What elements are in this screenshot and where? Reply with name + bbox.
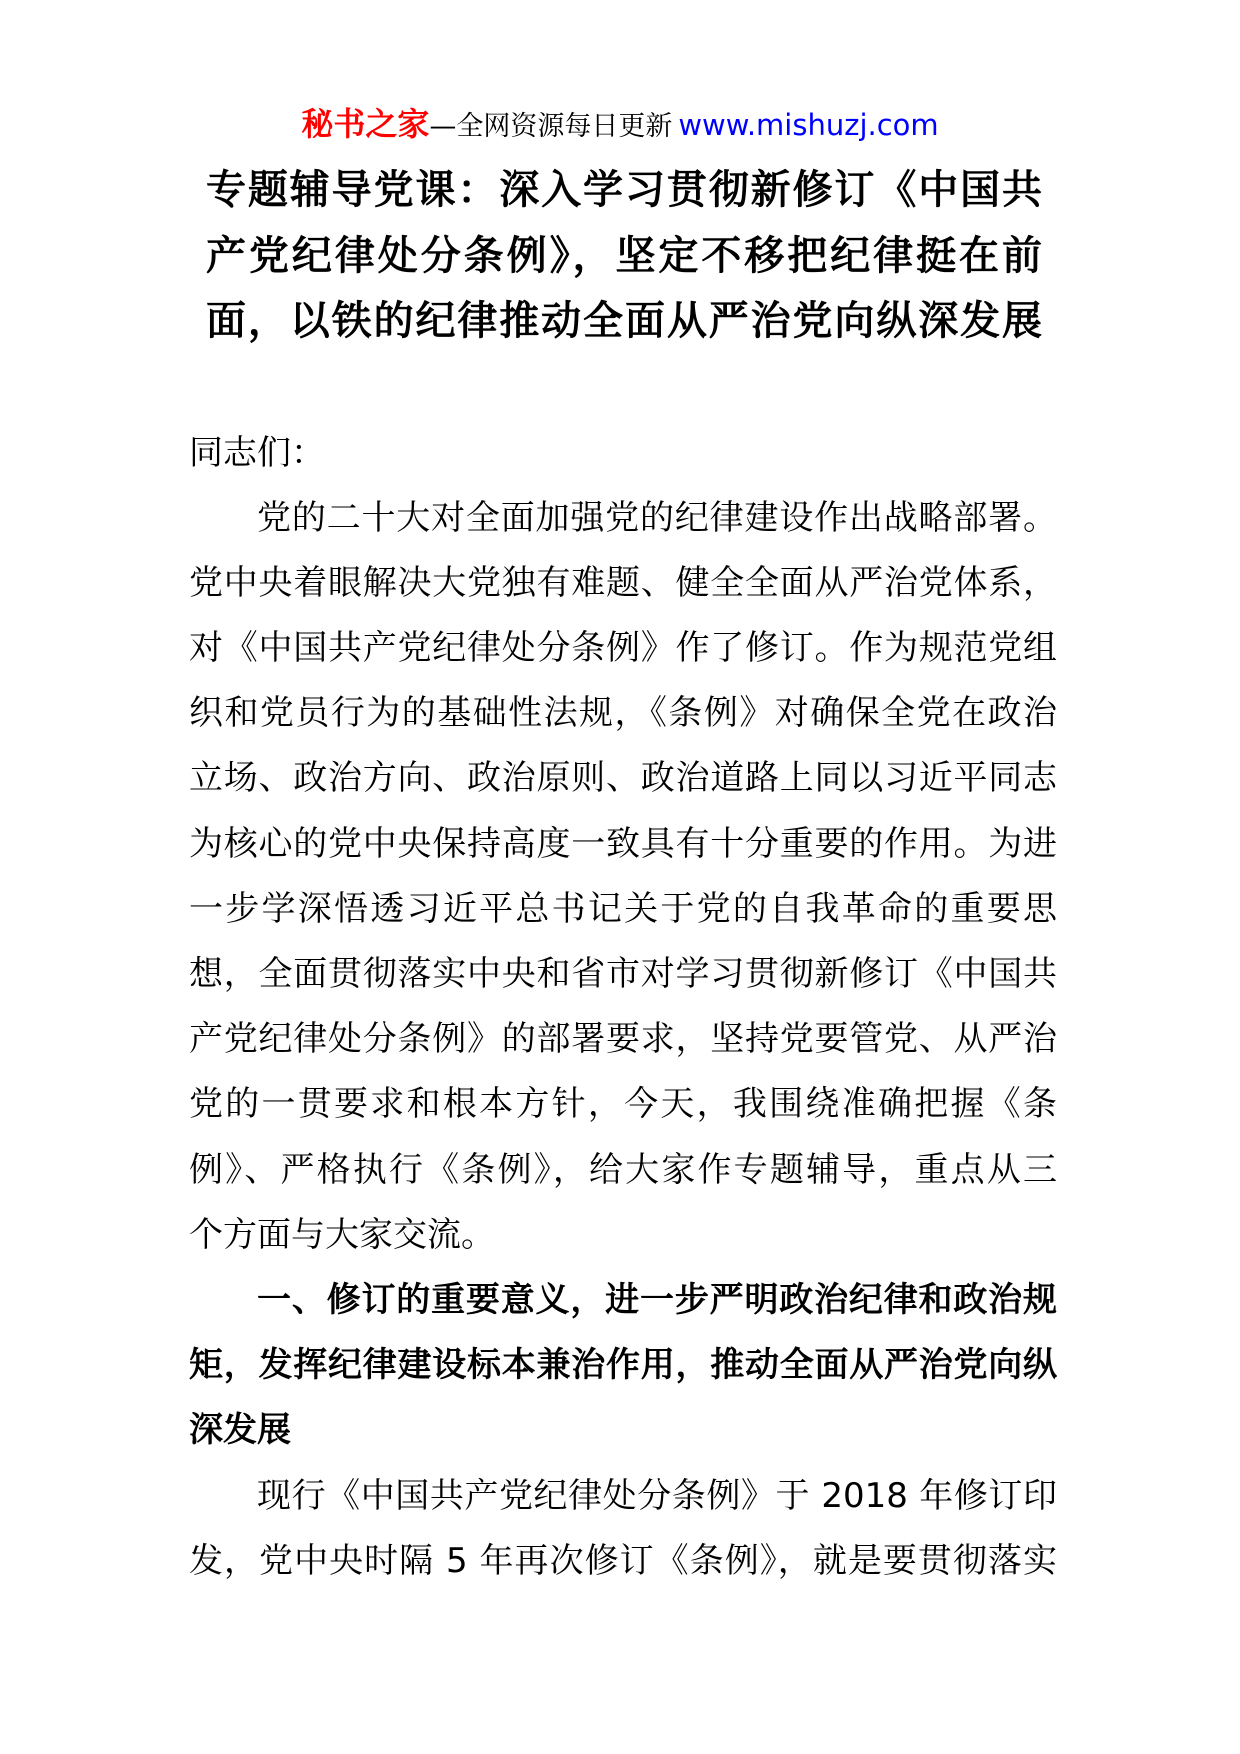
document-body [189, 421, 1057, 1594]
title-line: 产党纪律处分条例》，坚定不移把纪律挺在前 [206, 232, 1042, 279]
document-title [206, 158, 1042, 355]
paragraph-line: 想，全面贯彻落实中央和省市对学习贯彻新修订《中国共 [189, 954, 1057, 994]
paragraph-line: 个方面与大家交流。 [189, 1214, 495, 1255]
paragraph [189, 486, 1057, 1268]
paragraph-line: 对《中国共产党纪律处分条例》作了修订。作为规范党组 [189, 628, 1057, 669]
title-line: 专题辅导党课：深入学习贯彻新修订《中国共 [206, 167, 1042, 213]
paragraph-line: 产党纪律处分条例》的部署要求，坚持党要管党、从严治 [189, 1019, 1057, 1060]
paragraph-line: 一步学深悟透习近平总书记关于党的自我革命的重要思 [189, 888, 1057, 929]
paragraph-line: 现行《中国共产党纪律处分条例》于 2018 年修订印 [257, 1475, 1057, 1516]
paragraph-line: 例》、严格执行《条例》，给大家作专题辅导，重点从三 [189, 1149, 1057, 1190]
section-heading [189, 1268, 1057, 1464]
salutation: 同志们： [189, 432, 325, 473]
site-tagline: —全网资源每日更新 [429, 111, 673, 142]
paragraph-line: 为核心的党中央保持高度一致具有十分重要的作用。为进 [189, 823, 1057, 864]
paragraph-line: 织和党员行为的基础性法规，《条例》对确保全党在政治 [189, 693, 1057, 734]
site-brand: 秘书之家 [301, 105, 430, 143]
title-line: 面，以铁的纪律推动全面从严治党向纵深发展 [206, 298, 1042, 345]
section-heading-line: 一、修订的重要意义，进一步严明政治纪律和政治规 [257, 1279, 1057, 1320]
section-heading-line: 深发展 [189, 1410, 291, 1451]
paragraph-line: 发，党中央时隔 5 年再次修订《条例》，就是要贯彻落实 [189, 1540, 1057, 1581]
paragraph-line: 党的二十大对全面加强党的纪律建设作出战略部署。 [257, 497, 1057, 538]
site-url-link[interactable]: www.mishuzj.com [678, 108, 939, 142]
paragraph [189, 1464, 1057, 1594]
paragraph-line: 党的一贯要求和根本方针，今天，我围绕准确把握《条 [189, 1084, 1057, 1125]
site-header [0, 102, 1240, 146]
section-heading-line: 矩，发挥纪律建设标本兼治作用，推动全面从严治党向纵 [189, 1345, 1057, 1386]
paragraph-line: 党中央着眼解决大党独有难题、健全全面从严治党体系， [189, 562, 1057, 603]
paragraph-line: 立场、政治方向、政治原则、政治道路上同以习近平同志 [189, 758, 1057, 799]
